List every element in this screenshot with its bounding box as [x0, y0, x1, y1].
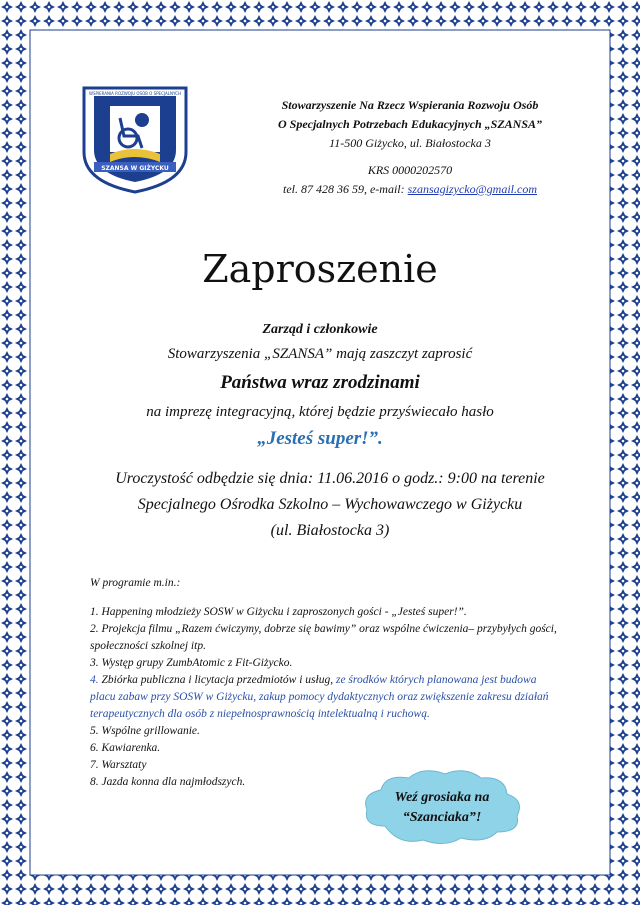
details-venue: Specjalnego Ośrodka Szkolno – Wychowawczego w Giżycku	[137, 496, 523, 513]
program-item-6: 6. Kawiarenka.	[90, 742, 161, 754]
logo-bottom-text: SZANSA W GIŻYCKU	[101, 165, 169, 172]
program-heading: W programie m.in.:	[90, 577, 181, 589]
intro-association: Stowarzyszenia „SZANSA” mają zaszczyt zaprosić	[167, 346, 473, 362]
intro-event: na imprezę integracyjną, której będzie przyświecało hasło	[146, 404, 494, 420]
details-date: Uroczystość odbędzie się dnia: 11.06.2016 o godz.: 9:00 na terenie	[115, 470, 545, 487]
program-item-4-purpose: ze środków których planowana jest budowa placu zabaw przy SOSW w Giżycku, zakup pomocy dydaktycznych oraz zwiększenie zakresu działań terapeutycznych dla osób z niepełnosprawnością intelektualną i ruchową.	[90, 674, 549, 720]
program-item-3: 3. Występ grupy ZumbAtomic z Fit-Giżycko.	[90, 657, 293, 669]
event-details	[90, 466, 570, 544]
intro-board: Zarząd i członkowie	[262, 322, 378, 337]
org-address: 11-500 Giżycko, ul. Białostocka 3	[329, 136, 491, 150]
cloud-text	[357, 788, 527, 828]
cloud-line-1: Weź grosiaka na	[394, 790, 490, 805]
intro-slogan: „Jesteś super!”.	[257, 428, 383, 449]
program-item-4-text: Zbiórka publiczna i licytacja przedmiotów i usług,	[98, 674, 334, 686]
invitation-title: Zaproszenie	[202, 247, 438, 291]
org-contact	[230, 180, 590, 199]
intro-guests: Państwa wraz zrodzinami	[220, 372, 420, 393]
org-email-link[interactable]: szansagizycko@gmail.com	[407, 182, 537, 196]
logo-top-text: WSPIERANIA ROZWOJU OSÓB O SPECJALNYCH	[89, 91, 181, 96]
org-phone: tel. 87 428 36 59, e-mail:	[282, 182, 408, 196]
cloud-line-2: “Szanciaka”!	[402, 810, 482, 825]
org-krs: KRS 0000202570	[367, 163, 453, 177]
logo-right-text: POTRZEBACH EDUKACYJNYCH	[179, 102, 183, 155]
program-item-5: 5. Wspólne grillowanie.	[90, 725, 200, 737]
szansa-logo	[80, 82, 190, 194]
program-item-4-number: 4.	[90, 674, 99, 686]
organization-header	[230, 96, 590, 199]
details-address: (ul. Białostocka 3)	[270, 522, 390, 539]
logo-left-text: STOWARZYSZENIE NA RZECZ	[87, 105, 91, 157]
program-item-1: 1. Happening młodzieży SOSW w Giżycku i zaproszonych gości - „Jesteś super!”.	[90, 606, 467, 618]
org-name-line1: Stowarzyszenie Na Rzecz Wspierania Rozwoju Osób	[281, 98, 539, 112]
program-item-7: 7. Warsztaty	[90, 759, 147, 771]
program-item-8: 8. Jazda konna dla najmłodszych.	[90, 776, 246, 788]
program-item-4	[90, 672, 560, 723]
org-name-line2: O Specjalnych Potrzebach Edukacyjnych „SZANSA”	[277, 117, 542, 131]
program-item-2: 2. Projekcja filmu „Razem ćwiczymy, dobrze się bawimy” oraz wspólne ćwiczenia– przybyłych gości, społeczności szkolnej itp.	[90, 623, 557, 652]
program-list	[90, 575, 560, 791]
